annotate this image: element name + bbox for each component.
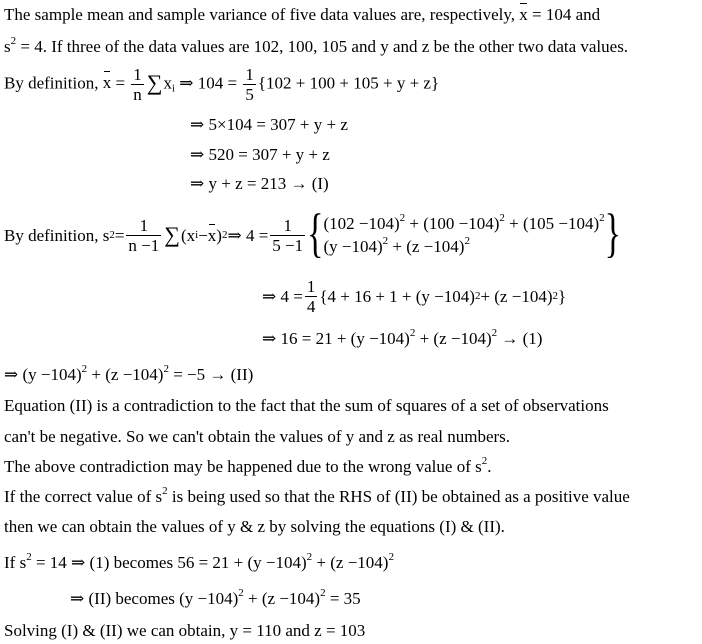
paragraph-1: Equation (II) is a contradiction to the fact that the sum of squares of a set of observations	[4, 396, 609, 415]
step-4: ⇒ 4 = $\frac{1}{4}$ {4 + 16 + 1 + (y −104) 2 + (z −104) 2 }	[262, 276, 567, 316]
fraction: $\frac{1}{n}$	[133, 65, 142, 104]
definition-label: By definition,	[4, 225, 99, 245]
intro-line-1	[4, 6, 600, 23]
paragraph-2: can't be negative. So we can't obtain the values of y and z as real numbers.	[4, 427, 511, 446]
fraction: $\frac{1}{n -1}$	[128, 215, 160, 255]
step-6: ⇒ $(y -104)^2 + (z -104)^2 = -5 \to (II)$	[4, 363, 254, 384]
variance-symbol: s	[4, 37, 11, 56]
brace-contents: $(102 -104)^2 + (100 -104)^2 + (105 -104)^2$ $(y -104)^2 + (z -104)^2$	[323, 212, 605, 256]
intro-text-2: = 4. If three of the data values are 102, 100, 105 and y and z be the other two data values.	[16, 37, 629, 56]
fraction: $\frac{1}{5 -1}$	[272, 215, 304, 255]
step-2: ⇒ 520 = 307 + y + z	[190, 145, 330, 164]
left-brace: {	[307, 204, 324, 264]
fraction: $\frac{1}{5}$	[245, 65, 254, 104]
mean-definition: By definition, x = $\frac{1}{n}$ $\sum x_i$ ⇒ 104 = $\frac{1}{5}$ {102 + 100 + 105 + y + z}	[4, 65, 440, 104]
mean-set: {102 + 100 + 105 + y + z}	[257, 73, 440, 93]
mean-symbol: x	[102, 73, 112, 93]
paragraph-5: then we can obtain the values of y & z by solving the equations (I) & (II).	[4, 517, 505, 536]
step-1: ⇒ 5×104 = 307 + y + z	[190, 115, 348, 134]
superscript: 2	[10, 35, 17, 47]
intro-line-2	[4, 35, 629, 56]
paragraph-7: ⇒ (II) becomes $(y -104)^2 + (z -104)^2 = 35$	[70, 587, 361, 608]
variance-definition: By definition, s 2 = $\frac{1}{n -1}$ ∑ (x i − x ) 2 ⇒ 4 = $\frac{1}{5 -1}$ { $(102 -104)^2 + (100 -104)^2 + (105 -104)^2$ $(y -104)^2 + (z -104)^2$ }	[4, 204, 621, 264]
definition-label: By definition,	[4, 73, 99, 93]
sample-mean-symbol: x	[519, 5, 528, 24]
paragraph-3: The above contradiction may be happened due to the wrong value of $s^2$.	[4, 455, 492, 476]
right-brace: }	[604, 204, 621, 264]
sum-symbol: ∑	[164, 222, 180, 247]
paragraph-6: If $s^2 = 14$ ⇒ (1) becomes $56 = 21 + (y -104)^2 + (z -104)^2$	[4, 551, 394, 572]
sample-mean-value: = 104 and	[527, 5, 601, 24]
sum-symbol: ∑	[146, 70, 163, 96]
paragraph-4: If the correct value of $s^2$ is being used so that the RHS of (II) be obtained as a positive value	[4, 485, 630, 506]
intro-text: The sample mean and sample variance of five data values are, respectively,	[4, 5, 516, 24]
step-5: ⇒ $16 = 21 + (y -104)^2 + (z -104)^2 \to (1)$	[262, 327, 543, 348]
paragraph-8: Solving (I) & (II) we can obtain, y = 110 and z = 103	[4, 621, 366, 640]
step-3: ⇒ y + z = 213 → (I)	[190, 174, 329, 193]
